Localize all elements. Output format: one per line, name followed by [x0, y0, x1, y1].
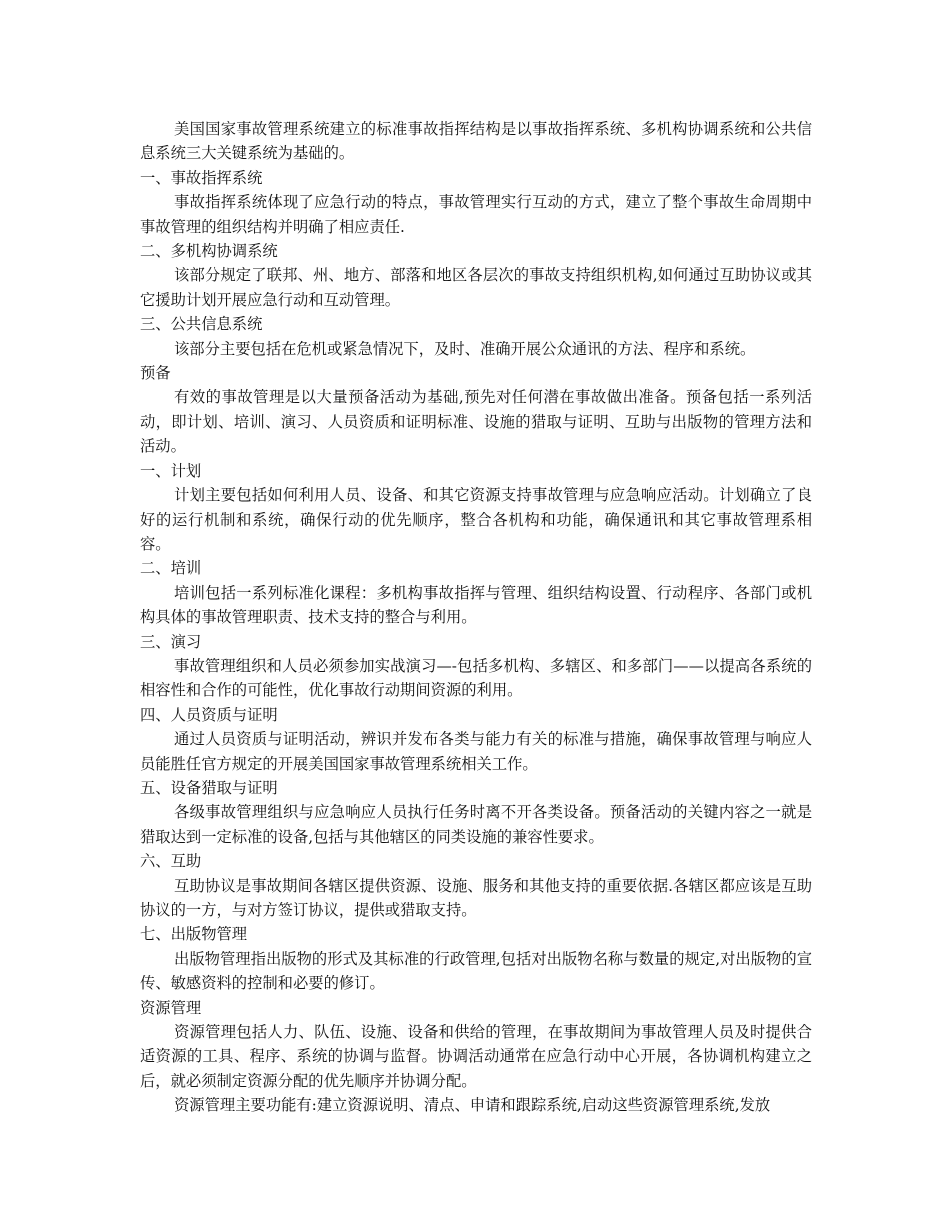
paragraph: 培训包括一系列标准化课程：多机构事故指挥与管理、组织结构设置、行动程序、各部门或机构具体的事故管理职责、技术支持的整合与利用。: [140, 583, 812, 627]
paragraph: 事故指挥系统体现了应急行动的特点，事故管理实行互动的方式，建立了整个事故生命周期中事故管理的组织结构并明确了相应责任.: [140, 193, 812, 236]
paragraph: 有效的事故管理是以大量预备活动为基础,预先对任何潜在事故做出准备。预备包括一系列活动，即计划、培训、演习、人员资质和证明标准、设施的猎取与证明、互助与出版物的管理方法和活动。: [140, 388, 812, 456]
paragraph: 事故管理组织和人员必须参加实战演习—-包括多机构、多辖区、和多部门——以提高各系统的相容性和合作的可能性，优化事故行动期间资源的利用。: [140, 656, 812, 700]
section-heading: 五、设备猎取与证明: [140, 778, 278, 797]
section-heading: 二、培训: [140, 559, 202, 578]
section-heading: 七、出版物管理: [140, 925, 248, 944]
section-heading: 二、多机构协调系统: [140, 242, 278, 261]
section-heading: 预备: [140, 364, 171, 383]
paragraph: 各级事故管理组织与应急响应人员执行任务时离不开各类设备。预备活动的关键内容之一就是猎取达到一定标准的设备,包括与其他辖区的同类设施的兼容性要求。: [140, 803, 812, 846]
paragraph: 美国国家事故管理系统建立的标准事故指挥结构是以事故指挥系统、多机构协调系统和公共信息系统三大关键系统为基础的。: [140, 120, 812, 163]
section-heading: 六、互助: [140, 852, 202, 871]
paragraph: 资源管理主要功能有:建立资源说明、清点、申请和跟踪系统,启动这些资源管理系统,发放: [174, 1096, 771, 1115]
section-heading: 四、人员资质与证明: [140, 705, 278, 724]
document-page: [140, 117, 812, 1118]
paragraph: 该部分规定了联邦、州、地方、部落和地区各层次的事故支持组织机构,如何通过互助协议或其它援助计划开展应急行动和互动管理。: [140, 266, 812, 309]
section-heading: 一、事故指挥系统: [140, 168, 263, 187]
paragraph: 计划主要包括如何利用人员、设备、和其它资源支持事故管理与应急响应活动。计划确立了良好的运行机制和系统，确保行动的优先顺序，整合各机构和功能，确保通讯和其它事故管理系相容。: [140, 486, 812, 553]
paragraph: 通过人员资质与证明活动，辨识并发布各类与能力有关的标准与措施，确保事故管理与响应人员能胜任官方规定的开展美国国家事故管理系统相关工作。: [140, 730, 812, 773]
paragraph: 该部分主要包括在危机或紧急情况下，及时、准确开展公众通讯的方法、程序和系统。: [174, 339, 756, 358]
paragraph: 互助协议是事故期间各辖区提供资源、设施、服务和其他支持的重要依据.各辖区都应该是互助协议的一方，与对方签订协议，提供或猎取支持。: [140, 876, 812, 919]
paragraph: 资源管理包括人力、队伍、设施、设备和供给的管理，在事故期间为事故管理人员及时提供合适资源的工具、程序、系统的协调与监督。协调活动通常在应急行动中心开展，各协调机构建立之后，就必须制定资源分配的优先顺序并协调分配。: [140, 1023, 812, 1090]
paragraph: 出版物管理指出版物的形式及其标准的行政管理,包括对出版物名称与数量的规定,对出版物的宣传、敏感资料的控制和必要的修订。: [140, 949, 812, 993]
section-heading: 三、公共信息系统: [140, 315, 263, 334]
section-heading: 一、计划: [140, 461, 202, 480]
section-heading: 三、演习: [140, 632, 202, 651]
section-heading: 资源管理: [140, 998, 202, 1017]
